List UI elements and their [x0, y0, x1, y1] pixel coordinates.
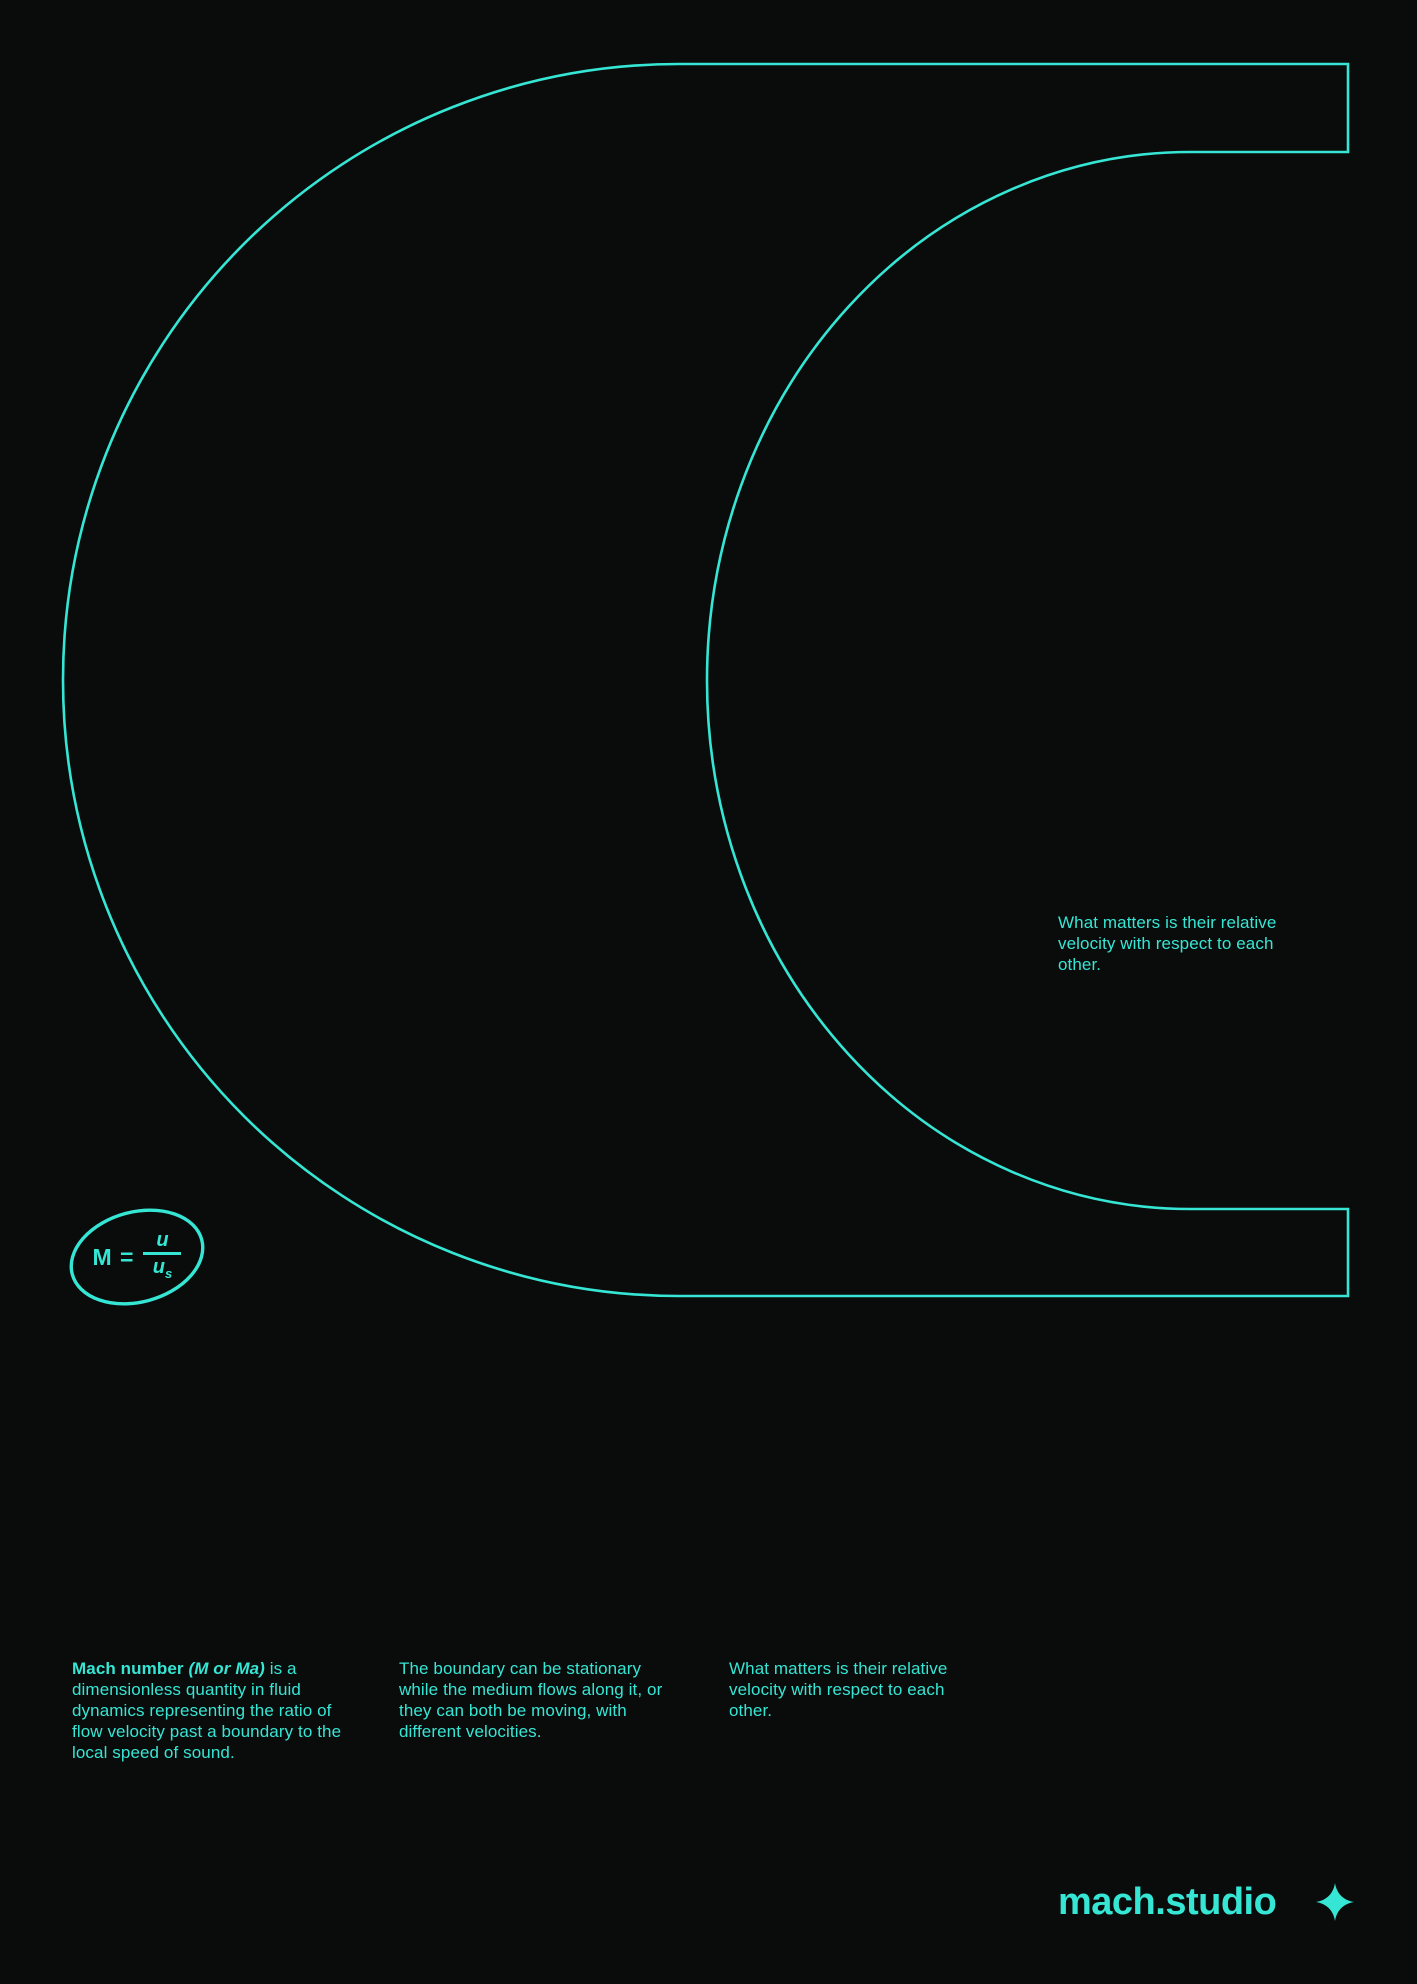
- formula-denominator-base: u: [152, 1256, 165, 1278]
- footer-column-relative-velocity: What matters is their relative velocity with respect to each other.: [729, 1659, 948, 1720]
- formula-lhs: M =: [92, 1243, 135, 1270]
- formula-fraction: [143, 1229, 181, 1285]
- formula-denominator: [153, 1256, 172, 1285]
- footer-column-definition: [72, 1658, 344, 1763]
- callout-text: What matters is their relative velocity with respect to each other.: [1058, 913, 1277, 974]
- sparkle-icon: [1316, 1883, 1354, 1921]
- formula-content: [62, 1202, 212, 1312]
- footer-column-boundary: The boundary can be stationary while the medium flows along it, or they can both be moving, with different velocities.: [399, 1659, 663, 1741]
- footer-column-definition-rest: is a dimensionless quantity in fluid dynamics representing the ratio of flow velocity past a boundary to the local speed of sound.: [72, 1659, 342, 1762]
- fraction-bar: [143, 1252, 181, 1255]
- brand-name: mach.studio: [1058, 1880, 1277, 1923]
- formula-numerator: u: [156, 1229, 169, 1251]
- brand-lockup: [1058, 1880, 1354, 1924]
- mach-formula: [62, 1202, 212, 1312]
- footer-column-definition-bold-italic: (M or Ma): [188, 1659, 265, 1678]
- formula-denominator-sub: s: [164, 1266, 173, 1281]
- footer-column-definition-bold: Mach number: [72, 1659, 189, 1678]
